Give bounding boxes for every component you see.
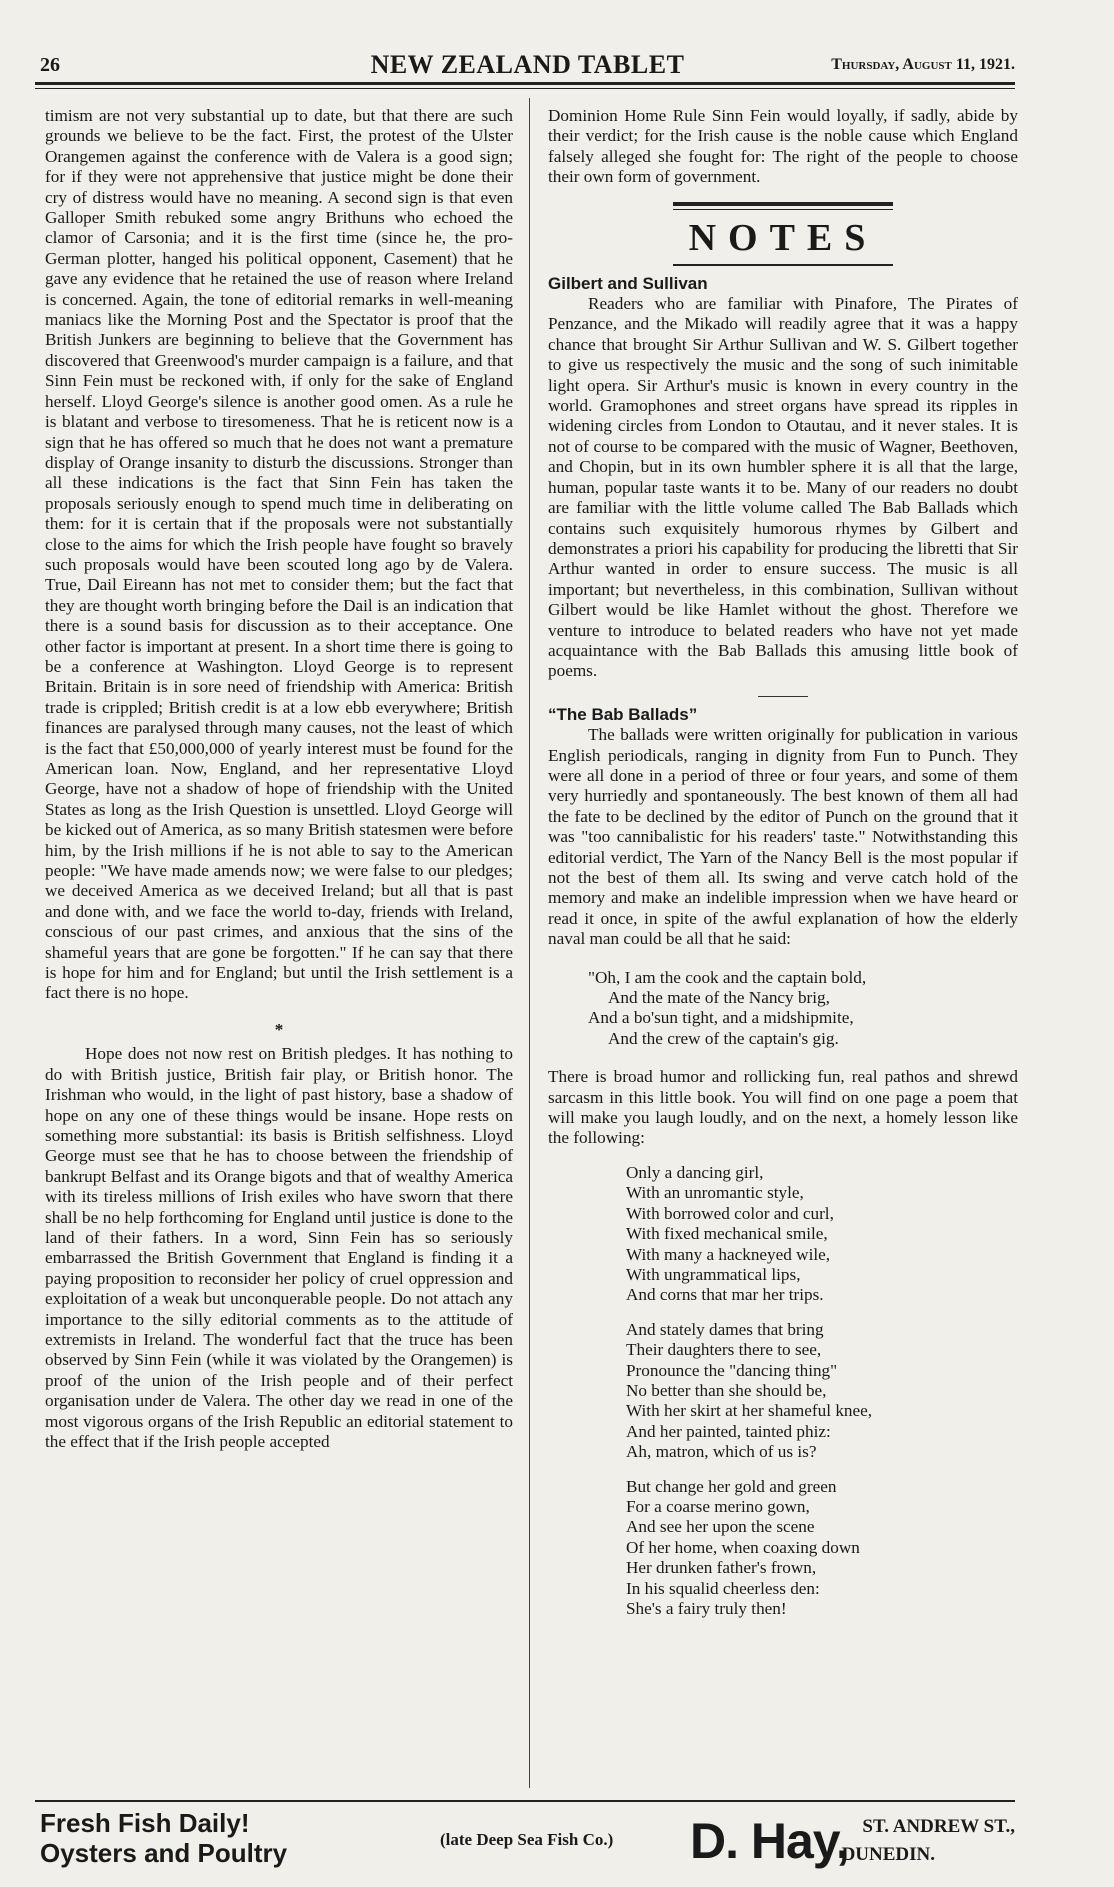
poem-line: And see her upon the scene bbox=[626, 1517, 815, 1537]
advert-top-rule bbox=[35, 1800, 1015, 1802]
page-header bbox=[40, 50, 1015, 80]
left-column bbox=[45, 106, 513, 1452]
editorial-paragraph-hope: Hope does not now rest on British pledges. It has nothing to do with British justice, British fair play, or British honor. The Irishman who would, in the light of past history, base a shadow of hope on any one of these things would be insane. Hope rests on something more substantial: its basis is British selfishness. Lloyd George must see that he has to choose between the friendship of bankrupt Belfast and its Orange bigots and that of wealthy America with its tireless millions of Irish exiles who have sworn that there shall be no help forthcoming for England until justice is done to the land of their fathers. In a word, Sinn Fein has so seriously embarrassed the British Government that England is finding it a paying proposition to reconsider her policy of cruel oppression and exploitation of a weak but unconquerable people. Do not attach any importance to the silly editorial comments as to the attitude of extremists in Ireland. The wonderful fact that the truce has been observed by Sinn Fein (while it was violated by the Orangemen) is proof of the union of the Irish people and of their perfect organisation under de Valera. The other day we read in one of the most vigorous organs of the Irish Republic an editorial statement to the effect that if the Irish people accepted bbox=[45, 1044, 513, 1451]
advert-headline: Fresh Fish Daily! bbox=[40, 1808, 250, 1838]
poem-line: With borrowed color and curl, bbox=[626, 1203, 834, 1223]
editorial-paragraph-conclusion: Dominion Home Rule Sinn Fein would loyally, if sadly, abide by their verdict; for the Irish cause is the noble cause which England falsely alleged she fought for: The right of the people to choose their own form of government. bbox=[548, 106, 1018, 187]
page-number: 26 bbox=[40, 54, 60, 76]
poem-line: No better than she should be, bbox=[626, 1380, 827, 1400]
notes-section-header bbox=[548, 202, 1018, 266]
dancing-girl-poem bbox=[626, 1163, 1018, 1620]
masthead-title: NEW ZEALAND TABLET bbox=[370, 50, 685, 79]
notes-title: NOTES bbox=[688, 216, 878, 259]
short-divider-rule bbox=[758, 696, 808, 697]
notes-rule-bottom bbox=[673, 264, 893, 266]
right-column bbox=[548, 106, 1018, 1633]
heading-bab-ballads: “The Bab Ballads” bbox=[548, 704, 698, 724]
after-verse-paragraph: There is broad humor and rollicking fun, real pathos and shrewd sarcasm in this little book. You will find on one page a poem that will make you laugh loudly, and on the next, a homely lesson like the following: bbox=[548, 1067, 1018, 1148]
section-separator-asterisk: * bbox=[274, 1019, 284, 1039]
gilbert-sullivan-paragraph: Readers who are familiar with Pinafore, The Pirates of Penzance, and the Mikado will readily agree that it was a happy chance that brought Sir Arthur Sullivan and W. S. Gilbert together to give us respectively the music and the song of such inimitable light opera. Sir Arthur's music is known in every country in the world. Gramophones and street organs have spread its ripples in widening circles from London to Otautau, and it never stales. It is not of course to be compared with the music of Wagner, Beethoven, and Chopin, but in its own humbler sphere it is all that the large, human, popular taste wants it to be. Many of our readers no doubt are familiar with the little volume called The Bab Ballads which contains such exquisitely humorous rhymes by Gilbert and demonstrates a priori his capability for producing the libretti that Sir Arthur wanted in order to ensure success. The music is all important; but nevertheless, in this combination, Sullivan without Gilbert would be like Hamlet without the ghost. Therefore we venture to introduce to belated readers who have not yet made acquaintance with the Bab Ballads this amusing little book of poems. bbox=[548, 294, 1018, 681]
poem-line: And stately dames that bring bbox=[626, 1319, 824, 1339]
poem-stanza bbox=[626, 1477, 1018, 1620]
poem-stanza bbox=[626, 1163, 1018, 1306]
editorial-paragraph-continued: timism are not very substantial up to date, but that there are such grounds we believe to be the fact. First, the protest of the Ulster Orangemen against the conference with de Valera is a good sign; for if they were not apprehensive that justice might be done their cry of distress would have no meaning. A second sign is that even Galloper Smith rebuked some angry Brithuns who echoed the clamor of Carsonia; and it is the first time (since he, the pro-German plotter, hanged his political opponent, Casement) that he gave any evidence that he retained the use of reason where Ireland is concerned. Again, the tone of editorial remarks in well-meaning maniacs like the Morning Post and the Spectator is proof that the British Junkers are beginning to believe that the Government has discovered that Greenwood's murder campaign is a failure, and that Sinn Fein must be reckoned with, if only for the sake of England herself. Lloyd George's silence is another good omen. As a rule he is blatant and verbose to tiresomeness. That he is reticent now is a sign that he has offered so much that he does not want a premature display of Orange insanity to disturb the discussions. Stronger than all these indications is the fact that Sinn Fein has taken the proposals seriously enough to spend much time in deliberating on them: for it is certain that if the proposals were not substantially close to the aims for which the Irish people have fought so bravely such proposals would have been scouted long ago by de Valera. True, Dail Eireann has not met to consider them; but the fact that they are thought worth bringing before the Dail is an indication that there is a sound basis for discussion as to their acceptance. One other factor is important at present. In a short time there is going to be a conference at Washington. Lloyd George is to represent Britain. Britain is in sore need of friendship with America: British trade is crippled; British credit is at a low ebb everywhere; British finances are paralysed through many causes, not the least of which is the fact that £50,000,000 of yearly interest must be found for the American loan. Now, England, and her representative Lloyd George, have not a shadow of hope of friendship with the United States as long as the Irish Question is unsettled. Lloyd George will be kicked out of America, as so many British statesmen were before him, by the Irish millions if he is not able to say to the American people: "We have made amends now; we were false to our pledges; we deceived America as we deceived Ireland; but all that is past and done with, and we face the world to-day, friends with Ireland, conscious of our past crimes, and anxious that the sins of the shameful years that are gone be forgotten." If he can say that there is hope for him and for England; but until the Irish settlement is a fact there is no hope. bbox=[45, 106, 513, 1003]
issue-date: Thursday, August 11, 1921. bbox=[831, 56, 1015, 73]
poem-line: For a coarse merino gown, bbox=[626, 1496, 810, 1516]
header-rule-thick bbox=[35, 82, 1015, 85]
verse-line: And a bo'sun tight, and a midshipmite, bbox=[588, 1008, 854, 1028]
poem-line: With an unromantic style, bbox=[626, 1183, 804, 1203]
advert-subheadline: Oysters and Poultry bbox=[40, 1838, 288, 1868]
verse-line: "Oh, I am the cook and the captain bold, bbox=[588, 967, 867, 987]
footer-advertisement bbox=[40, 1808, 1015, 1878]
verse-line: And the mate of the Nancy brig, bbox=[608, 988, 830, 1008]
poem-line: With ungrammatical lips, bbox=[626, 1264, 801, 1284]
poem-line: She's a fairy truly then! bbox=[626, 1599, 787, 1618]
poem-stanza bbox=[626, 1320, 1018, 1463]
poem-line: But change her gold and green bbox=[626, 1476, 837, 1496]
advert-street: ST. ANDREW ST., bbox=[862, 1816, 1015, 1837]
poem-line: And her painted, tainted phiz: bbox=[626, 1421, 831, 1441]
poem-line: Only a dancing girl, bbox=[626, 1162, 764, 1182]
poem-line: With her skirt at her shameful knee, bbox=[626, 1401, 873, 1421]
nancy-bell-verse bbox=[588, 968, 1018, 1050]
column-divider bbox=[529, 98, 530, 1788]
bab-ballads-paragraph: The ballads were written originally for publication in various English periodicals, ranging in dignity from Fun to Punch. They were all done in a period of three or four years, and some of them very hurriedly and spontaneously. The best known of them all had the fate to be declined by the editor of Punch on the ground that it was "too cannibalistic for his readers' taste." Notwithstanding this editorial verdict, The Yarn of the Nancy Bell is the most popular if not the best of them all. Its swing and verve catch hold of the memory and make an indelible impression when we have heard or read it once, in spite of the awful explanation of how the elderly naval man could be all that he said: bbox=[548, 725, 1018, 949]
poem-line: Ah, matron, which of us is? bbox=[626, 1442, 817, 1462]
poem-line: With many a hackneyed wile, bbox=[626, 1244, 831, 1264]
notes-rule-top bbox=[673, 202, 893, 206]
poem-line: Their daughters there to see, bbox=[626, 1340, 822, 1360]
poem-line: Her drunken father's frown, bbox=[626, 1558, 817, 1578]
advert-merchant-name: D. Hay, bbox=[690, 1813, 849, 1869]
poem-line: And corns that mar her trips. bbox=[626, 1285, 824, 1305]
poem-line: Of her home, when coaxing down bbox=[626, 1537, 860, 1557]
poem-line: With fixed mechanical smile, bbox=[626, 1224, 828, 1244]
notes-rule-top-thin bbox=[673, 209, 893, 210]
advert-former-company: (late Deep Sea Fish Co.) bbox=[440, 1830, 614, 1849]
verse-line: And the crew of the captain's gig. bbox=[608, 1028, 839, 1048]
header-rule-thin bbox=[35, 88, 1015, 89]
advert-city: DUNEDIN. bbox=[841, 1844, 935, 1865]
poem-line: Pronounce the "dancing thing" bbox=[626, 1360, 838, 1380]
poem-line: In his squalid cheerless den: bbox=[626, 1578, 820, 1598]
heading-gilbert-and-sullivan: Gilbert and Sullivan bbox=[548, 273, 708, 293]
